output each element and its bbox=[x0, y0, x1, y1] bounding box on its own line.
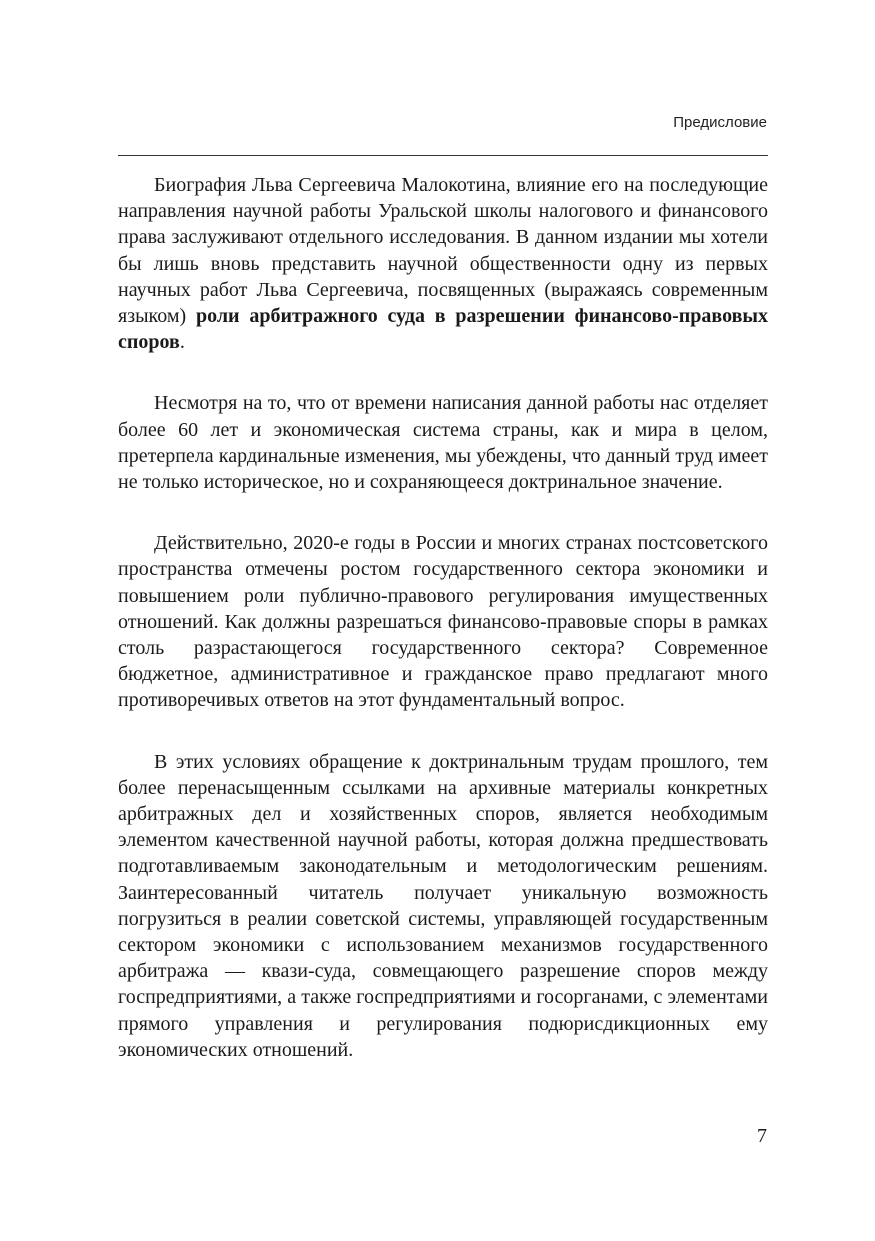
paragraph-4: В этих условиях обращение к доктринальным трудам прошлого, тем более перенасыщенным ссылками на архивные материалы конкретных арбитражных дел и хозяйственных споров, является необходимым элементом качественной научной работы, которая должна предшествовать подготавливаемым законодательным и методологическим решениям. Заинтересованный читатель получает уникальную возможность погрузиться в реалии советской системы, управляющей государственным сектором экономики с использованием механизмов государственного арбитража — квази-суда, совмещающего разрешение споров между госпредприятиями, а также госпредприятиями и госорганами, с элементами прямого управления и регулирования подюрисдикционных ему экономических отношений. bbox=[118, 750, 768, 1061]
paragraph-1 bbox=[118, 172, 768, 355]
header-rule bbox=[118, 155, 768, 156]
paragraph-3: Действительно, 2020-е годы в России и многих странах постсоветского пространства отмечены ростом государственного сектора экономики и повышением роли публично-правового регулирования имущественных отношений. Как должны разрешаться финансово-правовые споры в рамках столь разрастающегося государственного сектора? Современное бюджетное, административное и гражданское право предлагают много противоречивых ответов на этот фундаментальный вопрос. bbox=[118, 532, 768, 712]
paragraph-1-bold-phrase: роли арбитражного суда в разрешении финансово-правовых споров bbox=[118, 305, 768, 354]
paragraph-1-end: . bbox=[179, 331, 185, 354]
page-number: 7 bbox=[757, 1125, 767, 1147]
paragraph-2: Несмотря на то, что от времени написания данной работы нас отделяет более 60 лет и экономическая система страны, как и мира в целом, претерпела кардинальные изменения, мы убеждены, что данный труд имеет не только историческое, но и сохраняющееся доктринальное значение. bbox=[118, 392, 768, 494]
body-text bbox=[118, 172, 768, 1063]
paragraph-1-text: Биография Льва Сергеевича Малокотина, влияние его на последующие направления научной работы Уральской школы налогового и финансового права заслуживают отдельного исследования. В данном издании мы хотели бы лишь вновь представить научной общественности одну из первых научных работ Льва Сергеевича, посвященных (выражаясь современным языком) bbox=[118, 174, 768, 328]
running-head: Предисловие bbox=[673, 114, 767, 131]
